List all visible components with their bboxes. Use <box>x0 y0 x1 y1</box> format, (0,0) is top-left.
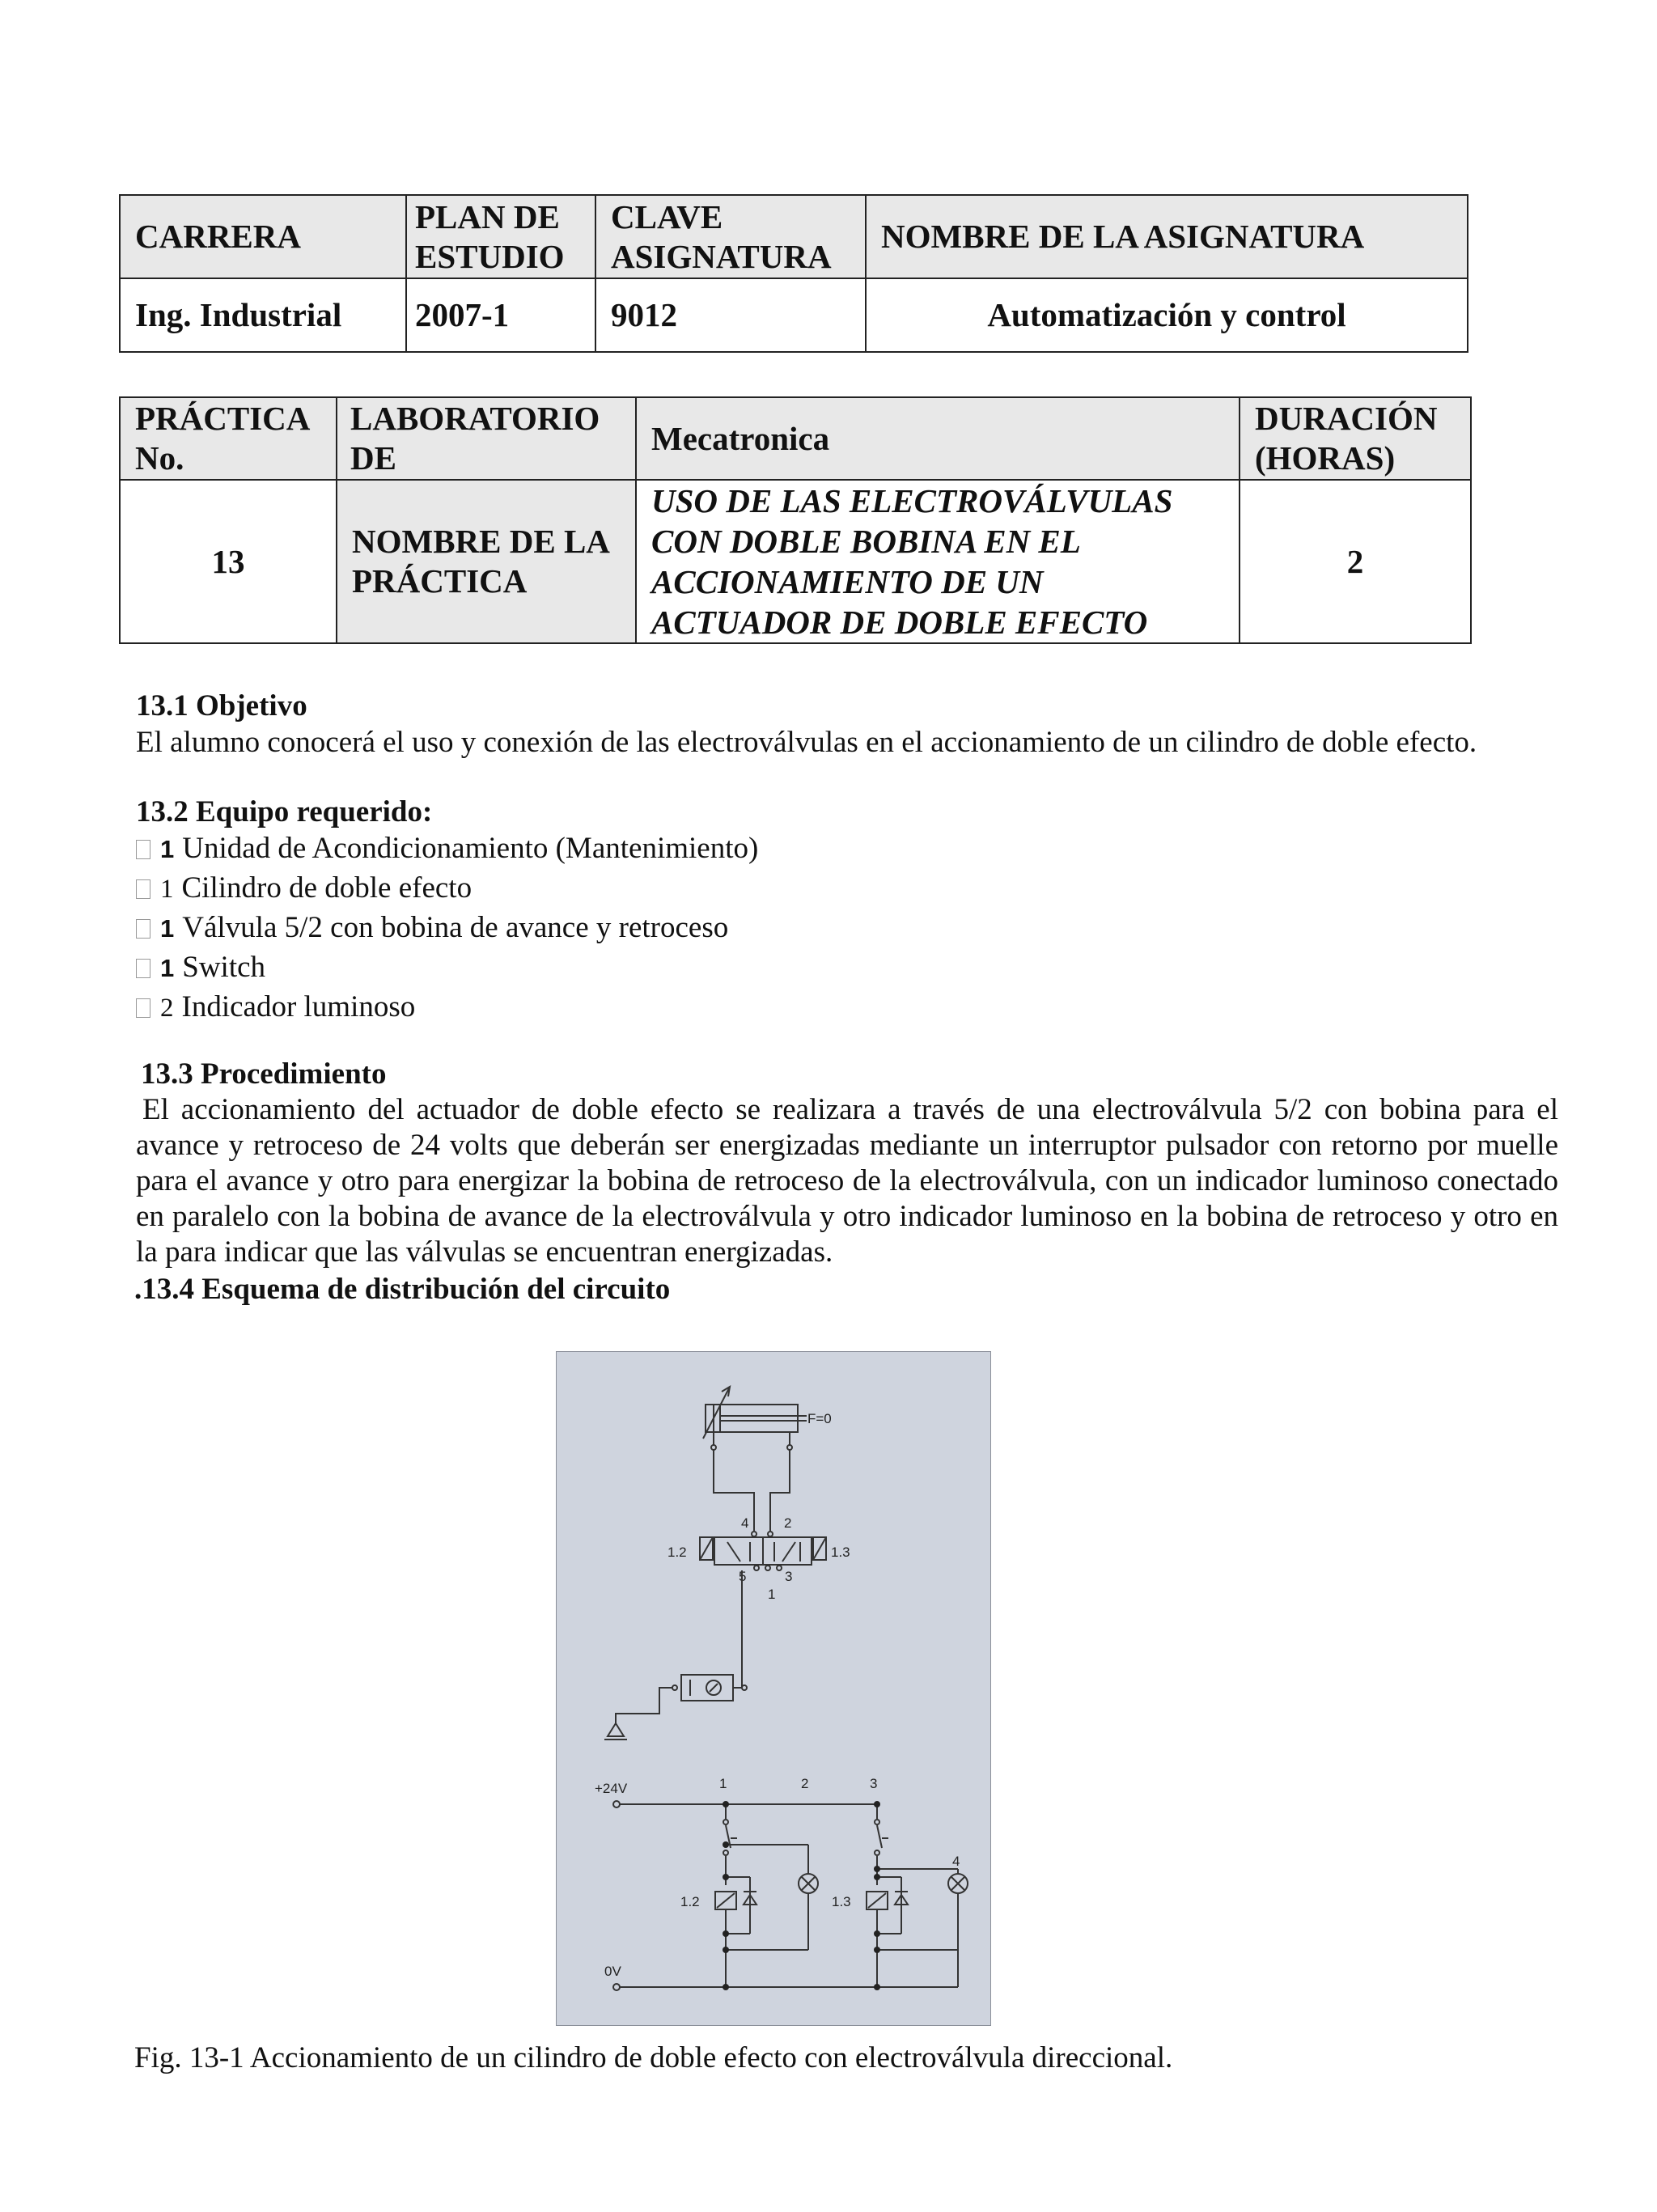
figure-caption: Fig. 13-1 Accionamiento de un cilindro de doble efecto con electroválvula direccional. <box>134 2041 1173 2074</box>
label-laboratorio: LABORATORIO DE <box>337 397 636 480</box>
value-practica-no: 13 <box>120 480 337 643</box>
objetivo-title: 13.1 Objetivo <box>136 689 307 723</box>
equipment-list <box>136 828 758 1027</box>
checkbox-glyph <box>136 840 150 859</box>
value-duracion: 2 <box>1240 480 1471 643</box>
procedimiento-text: El accionamiento del actuador de doble efecto se realizara a través de una electroválvula 5/2 con bobina para el avance y retroceso de 24 volts que deberán ser energizadas mediante un interruptor pulsador con retorno por muelle para el avance y otro para energizar la bobina de retroceso de la electroválvula, con un indicador luminoso conectado en paralelo con la bobina de avance de la electroválvula y otro indicador luminoso en la bobina de retroceso y otro en la para indicar que las válvulas se encuentran energizadas. <box>136 1093 1558 1269</box>
item-quantity: 1 <box>160 875 174 904</box>
checkbox-glyph <box>136 919 150 939</box>
item-text: Cilindro de doble efecto <box>181 871 473 905</box>
item-quantity: 1 <box>160 914 175 943</box>
value-carrera: Ing. Industrial <box>120 278 406 352</box>
port-5-label: 5 <box>739 1569 747 1584</box>
header-clave-asignatura: CLAVE ASIGNATURA <box>595 195 866 278</box>
list-item <box>136 828 758 868</box>
k-1-3-label: 1.3 <box>832 1894 851 1909</box>
supply-label: +24V <box>595 1781 628 1796</box>
circuit-diagram <box>556 1351 991 2026</box>
value-laboratorio: Mecatronica <box>636 397 1240 480</box>
value-clave: 9012 <box>595 278 866 352</box>
item-text: Válvula 5/2 con bobina de avance y retroceso <box>182 911 729 944</box>
esquema-title: .13.4 Esquema de distribución del circuito <box>134 1273 671 1306</box>
item-quantity: 2 <box>160 994 174 1023</box>
item-text: Unidad de Acondicionamiento (Mantenimiento) <box>182 832 759 865</box>
node-4-label: 4 <box>952 1854 960 1869</box>
node-2-label: 2 <box>801 1776 809 1791</box>
item-text: Switch <box>182 951 266 984</box>
list-item <box>136 868 758 908</box>
node-3-label: 3 <box>870 1776 878 1791</box>
force-label: F=0 <box>807 1411 832 1426</box>
header-nombre-asignatura: NOMBRE DE LA ASIGNATURA <box>866 195 1468 278</box>
label-practica-no: PRÁCTICA No. <box>120 397 337 480</box>
course-info-table <box>119 194 1468 353</box>
header-plan-estudio: PLAN DE ESTUDIO <box>406 195 595 278</box>
objetivo-text: El alumno conocerá el uso y conexión de las electroválvulas en el accionamiento de un cilindro de doble efecto. <box>136 726 1477 759</box>
list-item <box>136 908 758 947</box>
value-nombre-practica: USO DE LAS ELECTROVÁLVULAS CON DOBLE BOBINA EN EL ACCIONAMIENTO DE UN ACTUADOR DE DOBLE EFECTO <box>636 480 1240 643</box>
header-carrera: CARRERA <box>120 195 406 278</box>
practice-info-table <box>119 396 1472 644</box>
port-2-label: 2 <box>784 1515 792 1531</box>
diagram-background <box>556 1351 991 2026</box>
ground-label: 0V <box>604 1964 621 1979</box>
k-1-2-label: 1.2 <box>680 1894 700 1909</box>
equipo-title: 13.2 Equipo requerido: <box>136 795 433 828</box>
value-plan-estudio: 2007-1 <box>406 278 595 352</box>
procedimiento-title: 13.3 Procedimiento <box>141 1057 387 1091</box>
port-4-label: 4 <box>741 1515 749 1531</box>
checkbox-glyph <box>136 959 150 978</box>
checkbox-glyph <box>136 998 150 1018</box>
label-nombre-practica: NOMBRE DE LA PRÁCTICA <box>337 480 636 643</box>
coil-1-2-label: 1.2 <box>667 1545 687 1560</box>
coil-1-3-label: 1.3 <box>831 1545 850 1560</box>
list-item <box>136 987 758 1027</box>
value-asignatura: Automatización y control <box>866 278 1468 352</box>
port-1-label: 1 <box>768 1587 776 1602</box>
item-text: Indicador luminoso <box>181 990 416 1023</box>
item-quantity: 1 <box>160 835 175 863</box>
label-duracion: DURACIÓN (HORAS) <box>1240 397 1471 480</box>
port-3-label: 3 <box>785 1569 793 1584</box>
checkbox-glyph <box>136 879 150 899</box>
item-quantity: 1 <box>160 954 175 982</box>
list-item <box>136 947 758 987</box>
node-1-label: 1 <box>719 1776 727 1791</box>
